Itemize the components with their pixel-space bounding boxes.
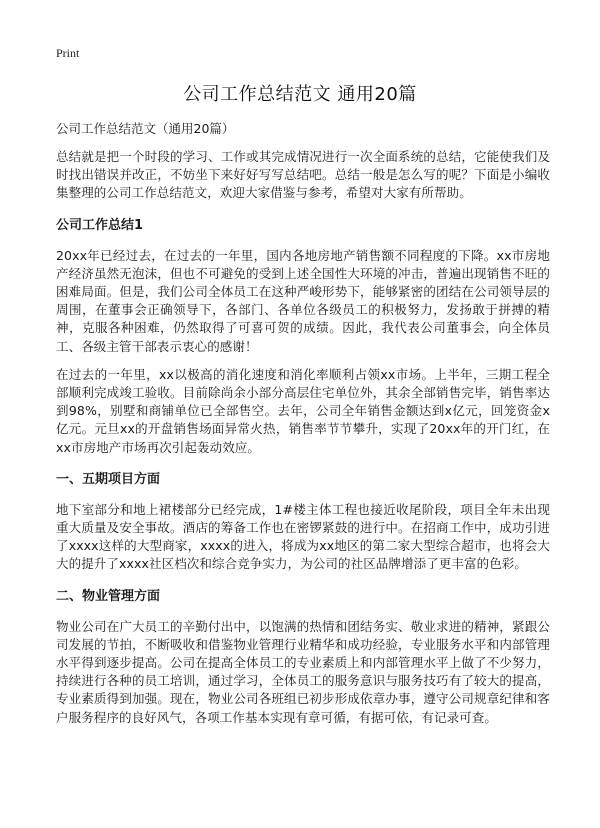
section-heading-phase-5: 一、五期项目方面 <box>56 471 161 487</box>
section-3-paragraph-1: 物业公司在广大员工的辛勤付出中，以饱满的热情和团结务实、敬业求进的精神，紧跟公司发展的节拍，不断吸收和借鉴物业管理行业精华和成功经验，专业服务水平和内部管理水平得到逐步提高。公司在提高全体员工的专业素质上和内部管理水平上做了不少努力，持续进行各种的员工培训，通过学习，全体员工的服务意识与服务技巧有了较大的提高，专业素质得到加强。现在，物业公司各班组已初步形成依章办事，遵守公司规章纪律和客户服务程序的良好风气，各项工作基本实现有章可循，有据可依，有记录可查。 <box>56 618 550 725</box>
section-heading-summary-1: 公司工作总结1 <box>56 217 144 233</box>
intro-paragraph: 总结就是把一个时段的学习、工作或其完成情况进行一次全面系统的总结，它能使我们及时找出错误并改正，不妨坐下来好好写写总结吧。总结一般是怎么写的呢？下面是小编收集整理的公司工作总结范文，欢迎大家借鉴与参考，希望对大家有所帮助。 <box>56 149 550 201</box>
document-body <box>56 120 550 737</box>
print-label: Print <box>56 46 80 60</box>
section-heading-property-management: 二、物业管理方面 <box>56 588 161 604</box>
section-2-paragraph-1: 地下室部分和地上裙楼部分已经完成，1#楼主体工程也接近收尾阶段，项目全年未出现重大质量及安全事故。酒店的筹备工作也在密锣紧鼓的进行中。在招商工作中，成功引进了xxxx这样的大型商家，xxxx的进入，将成为xx地区的第二家大型综合超市，也将会大大的提升了xxxx社区档次和综合竞争实力，为公司的社区品牌增添了更丰富的色彩。 <box>56 501 550 572</box>
section-1-paragraph-1: 20xx年已经过去，在过去的一年里，国内各地房地产销售额不同程度的下降。xx市房地产经济虽然无泡沫，但也不可避免的受到上述全国性大环境的冲击，普遍出现销售不旺的困难局面。但是，我们公司全体员工在这种严峻形势下，能够紧密的团结在公司领导层的周围，在董事会正确领导下，各部门、各单位各级员工的积极努力，发扬敢于拼搏的精神，克服各种困难，仍然取得了可喜可贺的成绩。因此，我代表公司董事会，向全体员工、各级主管干部表示衷心的感谢！ <box>56 247 550 354</box>
section-1-paragraph-2: 在过去的一年里，xx以极高的消化速度和消化率顺利占领xx市场。上半年，三期工程全部顺利完成竣工验收。目前除尚余小部分高层住宅单位外，其余全部销售完毕，销售率达到98%，别墅和商铺单位已全部售空。去年，公司全年销售金额达到x亿元，回笼资金x亿元。元旦xx的开盘销售场面异常火热，销售率节节攀升，实现了20xx年的开门红，在xx市房地产市场再次引起轰动效应。 <box>56 366 550 455</box>
document-subtitle: 公司工作总结范文（通用20篇） <box>56 121 235 136</box>
document-title: 公司工作总结范文 通用20篇 <box>183 84 417 105</box>
